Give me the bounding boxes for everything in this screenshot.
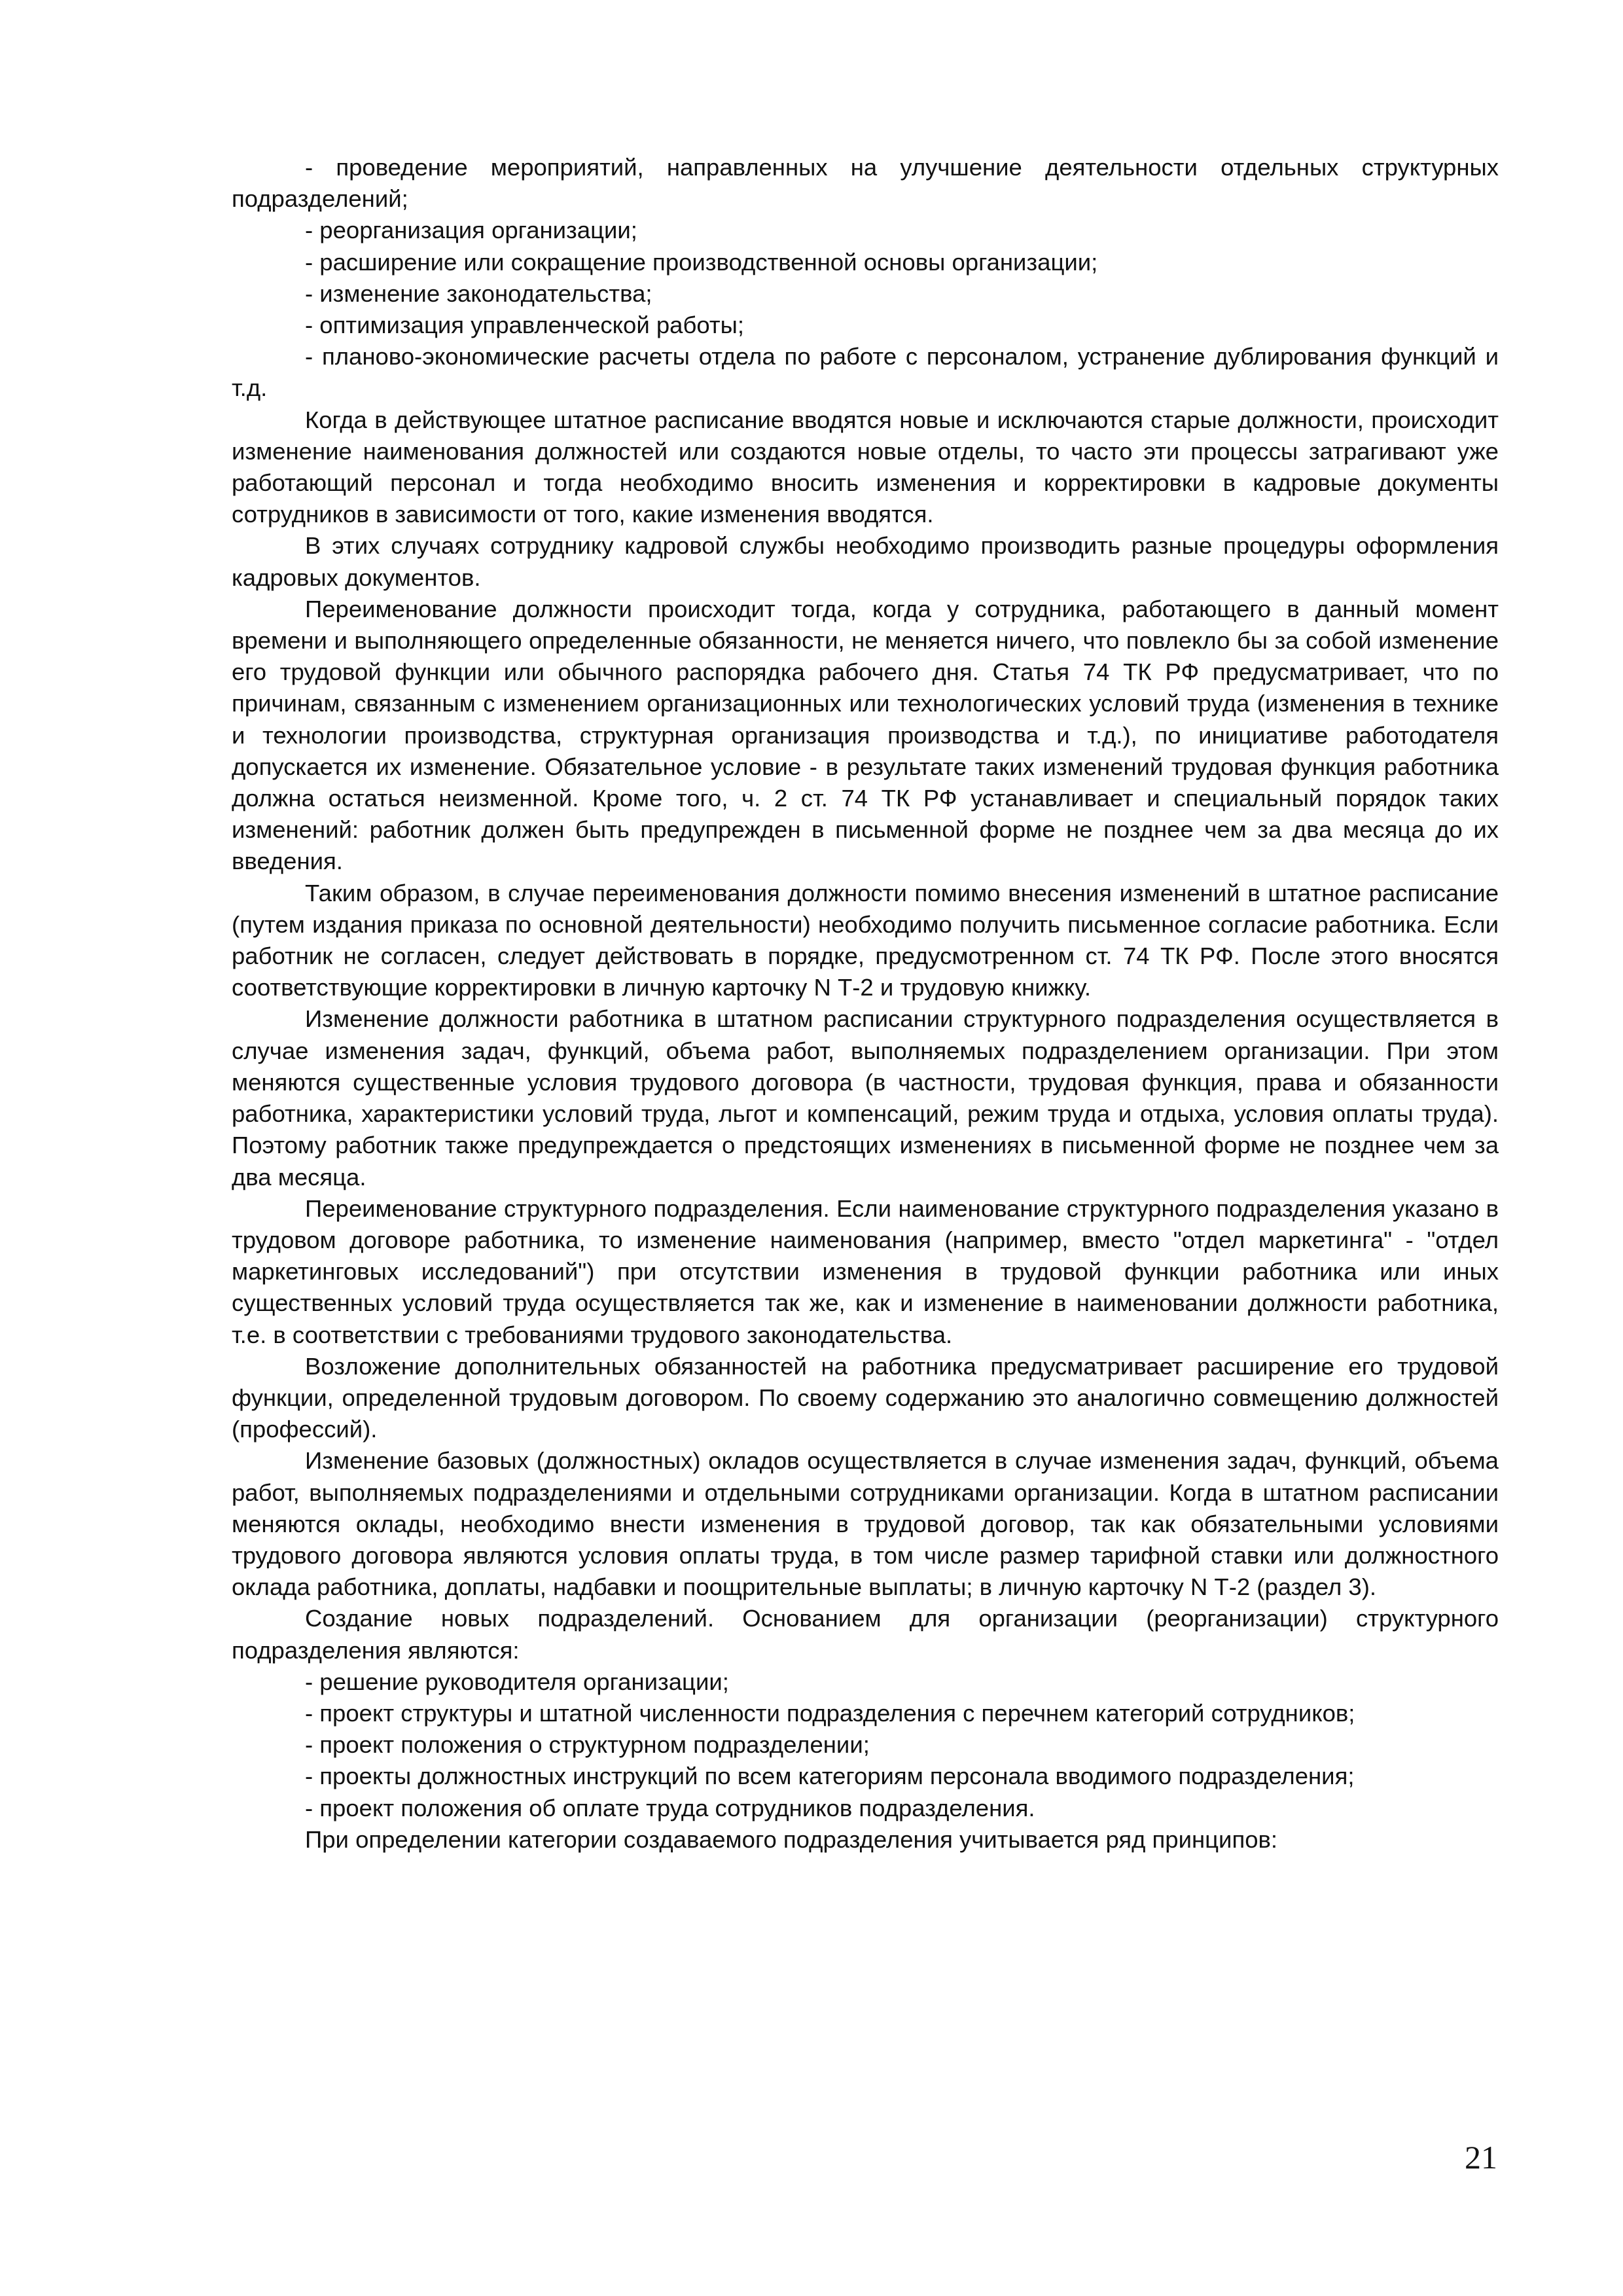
paragraph: Изменение должности работника в штатном расписании структурного подразделения осуществляется в случае изменения задач, функций, объема работ, выполняемых подразделением организации. При этом меняются существенные условия трудового договора (в частности, трудовая функция, права и обязанности работника, характеристики условий труда, льгот и компенсаций, режим труда и отдыха, условия оплаты труда). Поэтому работник также предупреждается о предстоящих изменениях в письменной форме не позднее чем за два месяца. (232, 1005, 1499, 1191)
paragraph: - проект положения об оплате труда сотрудников подразделения. (305, 1794, 1035, 1821)
paragraph: - решение руководителя организации; (305, 1668, 729, 1695)
page-number: 21 (1465, 2139, 1497, 2176)
paragraph: - расширение или сокращение производственной основы организации; (305, 248, 1098, 276)
paragraph: Изменение базовых (должностных) окладов осуществляется в случае изменения задач, функций, объема работ, выполняемых подразделениями и отдельными сотрудниками организации. Когда в штатном расписании меняются оклады, необходимо внести изменения в трудовой договор, так как обязательными условиями трудового договора являются условия оплаты труда, в том числе размер тарифной ставки или должностного оклада работника, доплаты, надбавки и поощрительные выплаты; в личную карточку N Т-2 (раздел 3). (232, 1447, 1499, 1601)
paragraph: - проекты должностных инструкций по всем категориям персонала вводимого подразделения; (305, 1763, 1355, 1790)
paragraph: Таким образом, в случае переименования должности помимо внесения изменений в штатное расписание (путем издания приказа по основной деятельности) необходимо получить письменное согласие работника. Если работник не согласен, следует действовать в порядке, предусмотренном ст. 74 ТК РФ. После этого вносятся соответствующие корректировки в личную карточку N Т-2 и трудовую книжку. (232, 879, 1499, 1001)
paragraph: В этих случаях сотруднику кадровой службы необходимо производить разные процедуры оформления кадровых документов. (232, 532, 1499, 591)
paragraph: - проект структуры и штатной численности подразделения с перечнем категорий сотрудников; (305, 1699, 1355, 1727)
paragraph: - изменение законодательства; (305, 279, 652, 307)
paragraph: Возложение дополнительных обязанностей на работника предусматривает расширение его трудовой функции, определенной трудовым договором. По своему содержанию это аналогично совмещению должностей (профессий). (232, 1352, 1499, 1443)
paragraph: Когда в действующее штатное расписание вводятся новые и исключаются старые должности, происходит изменение наименования должностей или создаются новые отделы, то часто эти процессы затрагивают уже работающий персонал и тогда необходимо вносить изменения и корректировки в кадровые документы сотрудников в зависимости от того, какие изменения вводятся. (232, 406, 1499, 528)
paragraph: Переименование должности происходит тогда, когда у сотрудника, работающего в данный момент времени и выполняющего определенные обязанности, не меняется ничего, что повлекло бы за собой изменение его трудовой функции или обычного распорядка рабочего дня. Статья 74 ТК РФ предусматривает, что по причинам, связанным с изменением организационных или технологических условий труда (изменения в технике и технологии производства, структурная организация производства и т.д.), по инициативе работодателя допускается их изменение. Обязательное условие - в результате таких изменений трудовая функция работника должна остаться неизменной. Кроме того, ч. 2 ст. 74 ТК РФ устанавливает и специальный порядок таких изменений: работник должен быть предупрежден в письменной форме не позднее чем за два месяца до их введения. (232, 595, 1499, 875)
paragraph: - проект положения о структурном подразделении; (305, 1731, 870, 1759)
paragraph: Переименование структурного подразделения. Если наименование структурного подразделения указано в трудовом договоре работника, то изменение наименования (например, вместо "отдел маркетинга" - "отдел маркетинговых исследований") при отсутствии изменения в трудовой функции работника или иных существенных условий труда осуществляется так же, как и изменение в наименовании должности работника, т.е. в соответствии с требованиями трудового законодательства. (232, 1194, 1499, 1348)
paragraph: Создание новых подразделений. Основанием для организации (реорганизации) структурного подразделения являются: (232, 1605, 1499, 1664)
page-body (232, 152, 1499, 1856)
paragraph: - планово-экономические расчеты отдела по работе с персоналом, устранение дублирования функций и т.д. (232, 343, 1499, 402)
paragraph: - оптимизация управленческой работы; (305, 312, 744, 339)
paragraph: - проведение мероприятий, направленных на улучшение деятельности отдельных структурных подразделений; (232, 154, 1499, 213)
paragraph: - реорганизация организации; (305, 217, 637, 244)
paragraph: При определении категории создаваемого подразделения учитывается ряд принципов: (305, 1825, 1278, 1853)
